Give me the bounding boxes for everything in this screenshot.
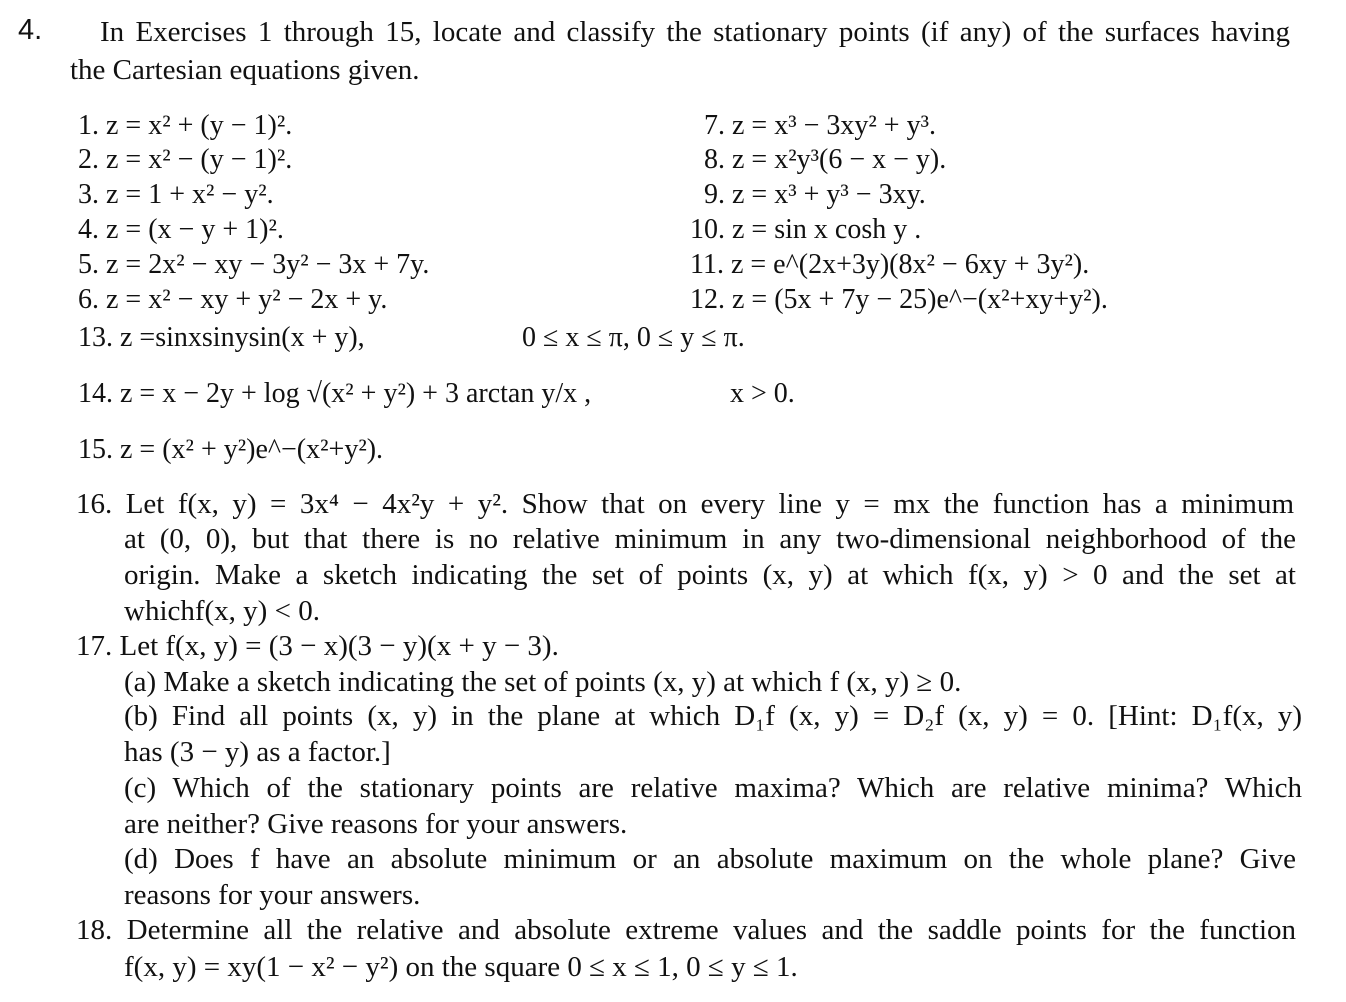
exercise-17-part-d-line-2: reasons for your answers. [124,879,421,911]
exercise-7: 7. z = x³ − 3xy² + y³. [704,110,936,141]
exercise-6: 6. z = x² − xy + y² − 2x + y. [78,284,388,315]
exercise-17-part-c-line-1: (c) Which of the stationary points are relative maxima? Which are relative minima? Which [124,772,1302,804]
exercise-17-part-a: (a) Make a sketch indicating the set of points (x, y) at which f (x, y) ≥ 0. [124,666,962,698]
exercise-8: 8. z = x²y³(6 − x − y). [704,144,947,175]
exercise-13: 13. z =sinxsinysin(x + y), [78,322,365,353]
exercise-9: 9. z = x³ + y³ − 3xy. [704,179,926,210]
exercise-17-part-b-line-2: has (3 − y) as a factor.] [124,736,391,768]
exercise-18-line-1: 18. Determine all the relative and absolute extreme values and the saddle points for the function [76,914,1296,946]
exercise-16-line-4: whichf(x, y) < 0. [124,595,320,627]
exercise-5: 5. z = 2x² − xy − 3y² − 3x + 7y. [78,249,430,280]
exercise-17-part-b-line-1: (b) Find all points (x, y) in the plane at which D₁f (x, y) = D₂f (x, y) = 0. [Hint: D₁f(x, y) [124,700,1302,732]
exercise-3: 3. z = 1 + x² − y². [78,179,274,210]
exercise-14-domain: x > 0. [730,378,795,409]
exercise-17-part-d-line-1: (d) Does f have an absolute minimum or an absolute maximum on the whole plane? Give [124,843,1296,875]
exercise-11: 11. z = e^(2x+3y)(8x² − 6xy + 3y²). [690,249,1090,280]
exercise-14: 14. z = x − 2y + log √(x² + y²) + 3 arctan y/x , [78,378,592,409]
exercise-17-part-c-line-2: are neither? Give reasons for your answers. [124,808,628,840]
exercise-2: 2. z = x² − (y − 1)². [78,144,293,175]
exercise-16-line-1: 16. Let f(x, y) = 3x⁴ − 4x²y + y². Show that on every line y = mx the function has a minimum [76,488,1294,520]
exercise-13-domain: 0 ≤ x ≤ π, 0 ≤ y ≤ π. [522,322,745,353]
problem-number: 4. [18,14,43,46]
intro-line-1: In Exercises 1 through 15, locate and classify the stationary points (if any) of the surfaces having [100,16,1290,48]
exercise-16-line-2: at (0, 0), but that there is no relative minimum in any two-dimensional neighborhood of the [124,523,1296,555]
exercise-18-line-2: f(x, y) = xy(1 − x² − y²) on the square 0 ≤ x ≤ 1, 0 ≤ y ≤ 1. [124,951,798,983]
exercise-12: 12. z = (5x + 7y − 25)e^−(x²+xy+y²). [690,284,1108,315]
exercise-16-line-3: origin. Make a sketch indicating the set of points (x, y) at which f(x, y) > 0 and the set at [124,559,1296,591]
exercise-4: 4. z = (x − y + 1)². [78,214,284,245]
exercise-1: 1. z = x² + (y − 1)². [78,110,293,141]
intro-line-2: the Cartesian equations given. [70,54,420,86]
exercise-15: 15. z = (x² + y²)e^−(x²+y²). [78,434,384,465]
exercise-10: 10. z = sin x cosh y . [690,214,922,245]
exercise-17-line-1: 17. Let f(x, y) = (3 − x)(3 − y)(x + y − 3). [76,630,559,662]
